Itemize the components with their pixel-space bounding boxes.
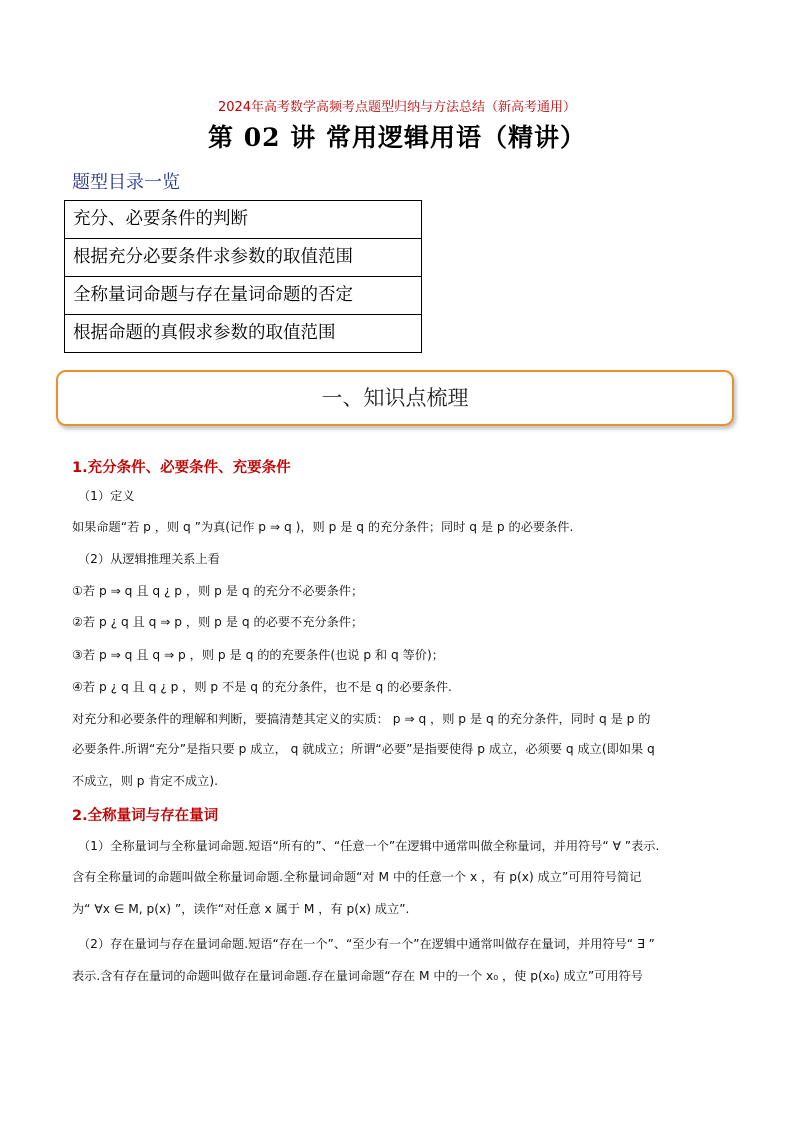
toc-item[interactable]: 根据命题的真假求参数的取值范围	[65, 315, 421, 353]
explanation-line: 必要条件.所谓“充分”是指只要 p 成立， q 就成立；所谓“必要”是指要使得 p 成立，必须要 q 成立(即如果 q	[72, 742, 655, 756]
quantifier-text: （2）存在量词与存在量词命题.短语“存在一个”、“至少有一个”在逻辑中通常叫做存在量词，并用符号“ ∃ ”	[78, 937, 655, 951]
logic-item-3: ③若 p ⇒ q 且 q ⇒ p ，则 p 是 q 的的充要条件(也说 p 和 q 等价)；	[72, 648, 444, 662]
quantifier-text: 为“ ∀x ∈ M, p(x) ”，读作“对任意 x 属于 M ，有 p(x) 成立”.	[72, 902, 410, 916]
quantifier-text: 表示.含有存在量词的命题叫做存在量词命题.存在量词命题“存在 M 中的一个 x₀ ，使 p(x₀) 成立”可用符号	[72, 969, 643, 983]
section-title: 一、知识点梳理	[321, 386, 469, 410]
toc-item[interactable]: 充分、必要条件的判断	[65, 201, 421, 239]
logic-item-4: ④若 p ¿ q 且 q ¿ p ，则 p 不是 q 的充分条件，也不是 q 的必要条件.	[72, 680, 452, 694]
logic-item-2: ②若 p ¿ q 且 q ⇒ p ，则 p 是 q 的必要不充分条件；	[72, 615, 364, 629]
definition-text: 如果命题“若 p ，则 q ”为真(记作 p ⇒ q )，则 p 是 q 的充分条件；同时 q 是 p 的必要条件.	[72, 520, 574, 534]
explanation-line: 不成立，则 p 肯定不成立).	[72, 774, 218, 788]
toc-item[interactable]: 全称量词命题与存在量词命题的否定	[65, 277, 421, 315]
logic-label: （2）从逻辑推理关系上看	[78, 552, 220, 566]
quantifier-text: 含有全称量词的命题叫做全称量词命题.全称量词命题“对 M 中的任意一个 x ，有 p(x) 成立”可用符号简记	[72, 870, 642, 884]
document-subtitle: 2024年高考数学高频考点题型归纳与方法总结（新高考通用）	[217, 100, 577, 115]
toc-item[interactable]: 根据充分必要条件求参数的取值范围	[65, 239, 421, 277]
quantifier-text: （1）全称量词与全称量词命题.短语“所有的”、“任意一个”在逻辑中通常叫做全称量词，并用符号“ ∀ ”表示.	[78, 839, 660, 853]
definition-label: （1）定义	[78, 489, 135, 503]
toc-heading: 题型目录一览	[72, 172, 180, 193]
toc-table	[64, 200, 422, 353]
section-heading-1: 1.充分条件、必要条件、充要条件	[72, 460, 291, 476]
section-heading-2: 2.全称量词与存在量词	[72, 808, 219, 824]
logic-item-1: ①若 p ⇒ q 且 q ¿ p ，则 p 是 q 的充分不必要条件；	[72, 584, 364, 598]
section-banner	[56, 370, 734, 426]
explanation-line: 对充分和必要条件的理解和判断，要搞清楚其定义的实质： p ⇒ q ，则 p 是 q 的充分条件，同时 q 是 p 的	[72, 712, 651, 726]
document-title: 第 02 讲 常用逻辑用语（精讲）	[208, 123, 586, 152]
